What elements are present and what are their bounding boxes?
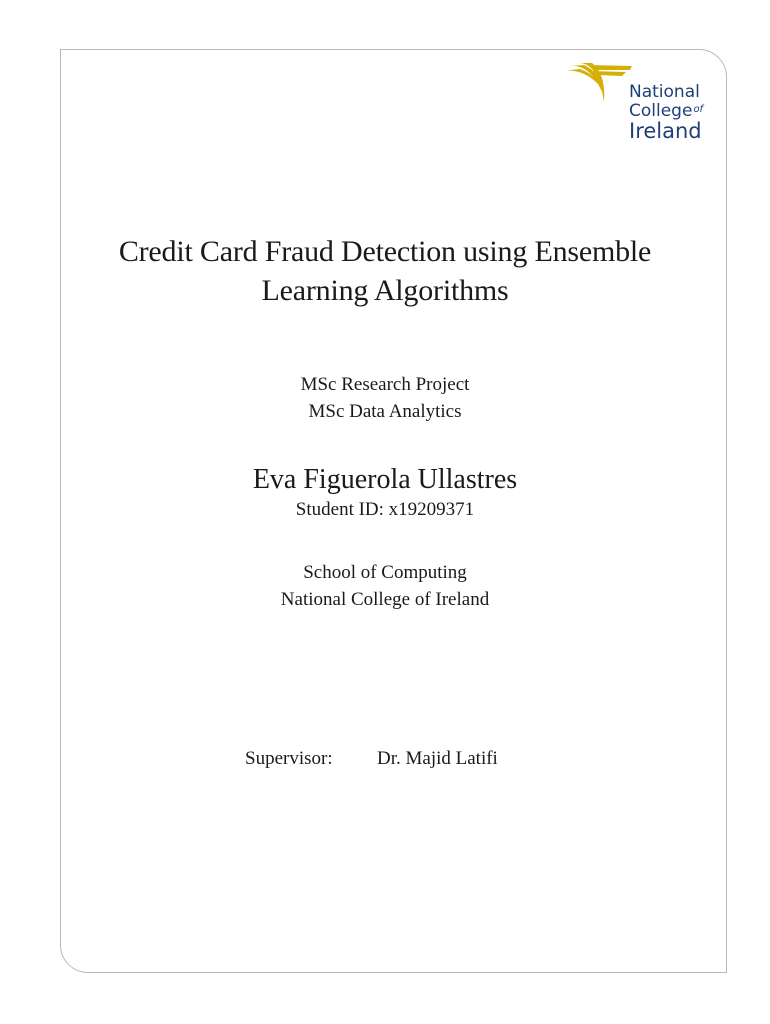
logo-of-word: of	[693, 104, 704, 115]
school-name: School of Computing	[303, 562, 467, 583]
course-name: MSc Data Analytics	[308, 401, 462, 422]
project-type: MSc Research Project	[300, 374, 470, 395]
supervisor-name: Dr. Majid Latifi	[377, 748, 498, 769]
institution-block	[60, 559, 710, 613]
logo-line-ireland: Ireland	[629, 119, 702, 143]
program-block	[60, 371, 710, 425]
swoosh-icon	[560, 62, 632, 108]
logo-wordmark	[629, 84, 703, 142]
supervisor-line	[245, 747, 498, 771]
author-name: Eva Figuerola Ullastres	[252, 464, 518, 495]
logo-line-college	[629, 103, 703, 120]
title-line-1: Credit Card Fraud Detection using Ensemble	[118, 235, 652, 268]
title-line-2: Learning Algorithms	[261, 274, 509, 307]
student-id: Student ID: x19209371	[295, 499, 475, 520]
thesis-title	[60, 232, 710, 310]
logo-line-national: National	[629, 82, 700, 102]
college-name: National College of Ireland	[280, 589, 490, 610]
supervisor-label: Supervisor:	[245, 748, 333, 769]
logo-college-word: College	[629, 101, 693, 121]
college-logo	[560, 62, 720, 152]
